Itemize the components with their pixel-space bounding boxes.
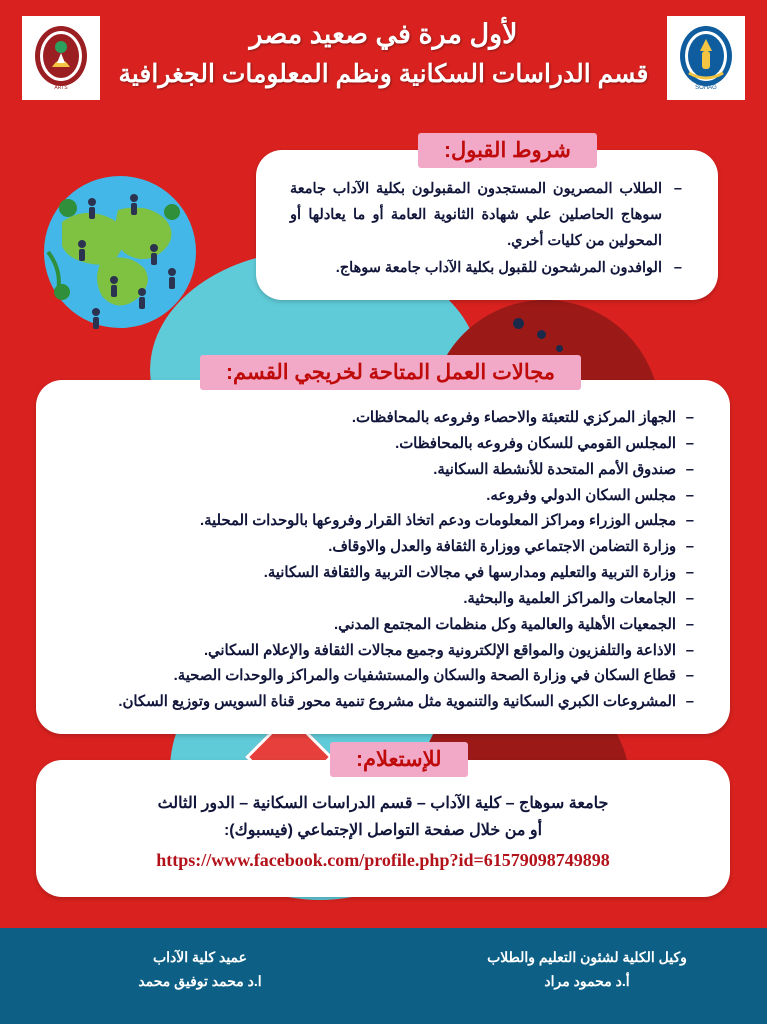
list-item: – الجهاز المركزي للتعبئة والاحصاء وفروعه بالمحافظات. (70, 406, 696, 431)
decorative-dot (513, 318, 524, 329)
work-fields-ribbon: مجالات العمل المتاحة لخريجي القسم: (200, 355, 581, 390)
vice-dean-name: أ.د محمود مراد (544, 972, 630, 989)
facebook-page-link[interactable]: https://www.facebook.com/profile.php?id=61579098749898 (156, 850, 610, 871)
list-item: – الطلاب المصريون المستجدون المقبولون بكلية الآداب جامعة سوهاج الحاصلين علي شهادة الثانوية العامة أو ما يعادلها أو المحولين من كليات أخري. (290, 176, 684, 254)
svg-text:SOHAG: SOHAG (695, 85, 717, 91)
decorative-dot (537, 330, 546, 339)
contact-card (36, 760, 730, 897)
accept-conditions-card (256, 150, 718, 300)
footer-dean (40, 946, 360, 994)
poster-header (0, 0, 767, 120)
accept-conditions-list (290, 176, 684, 281)
accept-conditions-ribbon: شروط القبول: (418, 133, 597, 168)
list-item: – الجمعيات الأهلية والعالمية وكل منظمات المجتمع المدني. (70, 613, 696, 638)
contact-social-note: أو من خلال صفحة التواصل الإجتماعي (فيسبوك): (223, 822, 543, 840)
contact-ribbon: للإستعلام: (330, 742, 468, 777)
list-item: – الاذاعة والتلفزيون والمواقع الإلكترونية وجميع مجالات الثقافة والإعلام السكاني. (70, 639, 696, 664)
sohag-university-logo (667, 16, 745, 100)
title-line-1: لأول مرة في صعيد مصر (249, 19, 518, 49)
list-item: – الجامعات والمراكز العلمية والبحثية. (70, 587, 696, 612)
vice-dean-role: وكيل الكلية لشئون التعليم والطلاب (487, 949, 687, 965)
list-item: – وزارة التضامن الاجتماعي ووزارة الثقافة والعدل والاوقاف. (70, 535, 696, 560)
poster-title (110, 18, 657, 90)
globe-population-illustration (22, 152, 218, 348)
footer-vice-dean (447, 946, 727, 994)
faculty-of-arts-logo (22, 16, 100, 100)
contact-address: جامعة سوهاج – كلية الآداب – قسم الدراسات السكانية – الدور الثالث (157, 795, 609, 812)
title-line-2: قسم الدراسات السكانية ونظم المعلومات الجغرافية (118, 59, 649, 88)
svg-text:ARTS: ARTS (54, 85, 68, 91)
list-item: – المجلس القومي للسكان وفروعه بالمحافظات. (70, 432, 696, 457)
work-fields-list (70, 406, 696, 715)
list-item: – الوافدون المرشحون للقبول بكلية الآداب جامعة سوهاج. (290, 255, 684, 281)
list-item: – صندوق الأمم المتحدة للأنشطة السكانية. (70, 458, 696, 483)
dean-role: عميد كلية الآداب (152, 949, 247, 965)
list-item: – مجلس السكان الدولي وفروعه. (70, 484, 696, 509)
decorative-dot (556, 345, 563, 352)
dean-name: ا.د محمد توفيق محمد (138, 972, 262, 989)
list-item: – وزارة التربية والتعليم ومدارسها في مجالات التربية والثقافة السكانية. (70, 561, 696, 586)
work-fields-card (36, 380, 730, 734)
list-item: – قطاع السكان في وزارة الصحة والسكان والمستشفيات والمراكز والوحدات الصحية. (70, 664, 696, 689)
list-item: – المشروعات الكبري السكانية والتنموية مثل مشروع تنمية محور قناة السويس وتوزيع السكان. (70, 690, 696, 715)
poster-footer (0, 928, 767, 1024)
list-item: – مجلس الوزراء ومراكز المعلومات ودعم اتخاذ القرار وفروعها بالوحدات المحلية. (70, 509, 696, 534)
